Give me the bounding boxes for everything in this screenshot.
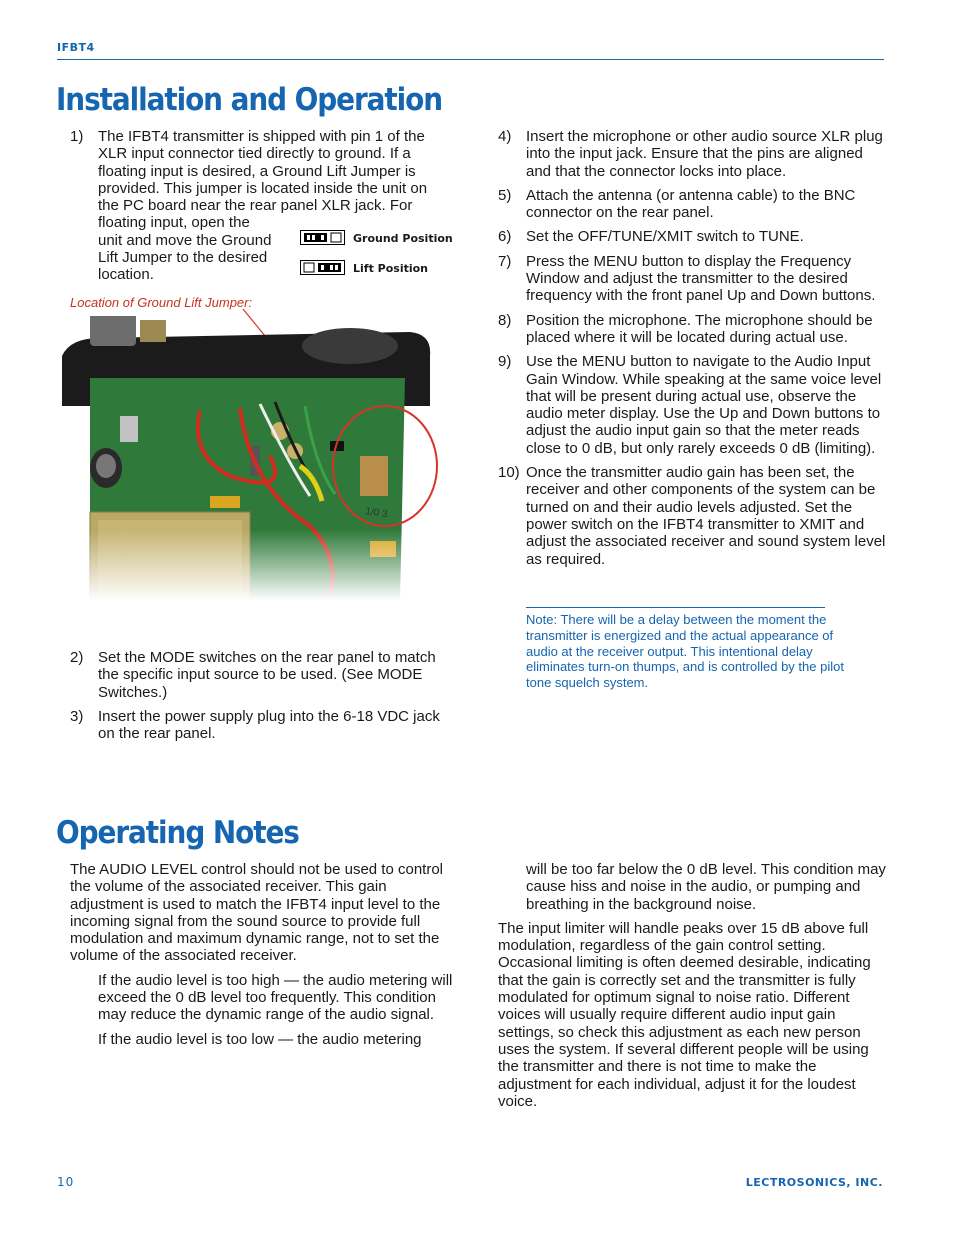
- step-text: Position the microphone. The microphone should be placed where it will be located during actual use.: [526, 311, 873, 346]
- step-2: [70, 649, 460, 701]
- step-text: Set the MODE switches on the rear panel to match the specific input source to be used. (See MODE Switches.): [98, 649, 436, 701]
- step-3: [70, 708, 460, 743]
- step-text: Set the OFF/TUNE/XMIT switch to TUNE.: [526, 228, 804, 246]
- paragraph-too-low-continued: will be too far below the 0 dB level. This condition may cause hiss and noise in the audio, or pumping and breathing in the background noise.: [526, 861, 886, 913]
- step-8: [498, 312, 888, 347]
- step-1-line: unit and move the Ground: [98, 231, 272, 249]
- step-number: 2): [70, 649, 84, 666]
- step-number: 8): [498, 311, 512, 329]
- step-text: Press the MENU button to display the Frequency Window and adjust the transmitter to the desired frequency with the front panel Up and Down buttons.: [526, 252, 876, 305]
- step-1-line: floating input is desired, a Ground Lift Jumper is: [98, 162, 416, 180]
- photo-caption: Location of Ground Lift Jumper:: [70, 295, 253, 310]
- step-7: [498, 253, 888, 305]
- brand-name: LECTROSONICS, INC.: [745, 1176, 883, 1189]
- step-text: Insert the microphone or other audio source XLR plug into the input jack. Ensure that the pins are aligned and that the connector locks into place.: [526, 128, 883, 180]
- step-number: 9): [498, 353, 512, 371]
- step-number: 5): [498, 186, 512, 204]
- step-number: 10): [498, 464, 520, 482]
- step-number: 6): [498, 228, 512, 246]
- step-5: [498, 187, 888, 222]
- pcb-photo: [60, 316, 445, 601]
- step-text: Once the transmitter audio gain has been set, the receiver and other components of the system can be turned on and their audio levels adjusted. Set the power switch on the IFBT4 transmitter to XMIT and adjust the associated receiver and sound system level as required.: [526, 464, 886, 568]
- step-1-line: the PC board near the rear panel XLR jack. For: [98, 197, 413, 215]
- steps-right: [498, 128, 888, 575]
- paragraph: The AUDIO LEVEL control should not be used to control the volume of the associated receiver. This gain adjustment is used to match the IFBT4 input level to the incoming signal from the sound source to provide full modulation and maximum dynamic range, not to set the volume of the associated receiver.: [70, 861, 443, 965]
- page-number: 10: [57, 1175, 75, 1189]
- paragraph-too-low: If the audio level is too low — the audio metering: [98, 1030, 422, 1048]
- step-1-line: location.: [98, 266, 154, 284]
- operating-notes-right: [498, 861, 886, 1117]
- step-1-line: provided. This jumper is located inside the unit on: [98, 179, 428, 197]
- legend-lift-label: Lift Position: [353, 261, 429, 275]
- step-4: [498, 128, 888, 180]
- step-number: 3): [70, 707, 84, 725]
- step-text: Use the MENU button to navigate to the Audio Input Gain Window. While speaking at the same voice level that will be present during actual use, observe the audio meter display. Use the Up and Down buttons to adjust the audio input gain so that the meter reads close to 0 dB, but only rarely exceeds 0 dB (limiting).: [526, 353, 882, 457]
- paragraph-limiter: The input limiter will handle peaks over 15 dB above full modulation, regardless of the gain control setting. Occasional limiting is often deemed desirable, indicating that the gain is correctly set and the transmitter is fully modulated for optimum signal to noise ratio. Different voices will usually require different audio input gain settings, so check this adjustment as each new person uses the system. If several different people will be using the transmitter and there is not time to make the adjustment for each individual, adjust it for the loudest voice.: [498, 919, 871, 1110]
- step-number: 7): [498, 252, 512, 270]
- steps-left: [70, 649, 460, 749]
- step-text: Attach the antenna (or antenna cable) to the BNC connector on the rear panel.: [526, 186, 856, 222]
- step-number: 4): [498, 128, 512, 145]
- paragraph-too-high: If the audio level is too high — the audio metering will exceed the 0 dB level too frequently. This condition may reduce the dynamic range of the audio signal.: [98, 971, 453, 1024]
- step-number: 1): [70, 128, 84, 145]
- step-6: [498, 228, 888, 245]
- step-1-line: floating input, open the: [98, 214, 250, 232]
- step-1-line: XLR input connector tied directly to ground. If a: [98, 145, 411, 163]
- step-1-line: Lift Jumper to the desired: [98, 249, 268, 267]
- section-title-operating-notes: Operating Notes: [56, 815, 299, 851]
- step-1-line: The IFBT4 transmitter is shipped with pin 1 of the: [98, 128, 425, 145]
- operating-notes-left: [70, 861, 458, 1055]
- step-10: [498, 464, 888, 568]
- step-9: [498, 353, 888, 457]
- step-text: Insert the power supply plug into the 6-18 VDC jack on the rear panel.: [98, 707, 440, 743]
- document-model-label: IFBT4: [57, 41, 95, 54]
- section-title-installation: Installation and Operation: [56, 82, 443, 118]
- legend-ground-label: Ground Position: [353, 231, 453, 245]
- note-rule: [526, 607, 825, 608]
- delay-note: Note: There will be a delay between the moment the transmitter is energized and the actual appearance of audio at the receiver output. This intentional delay eliminates turn-on thumps, and is controlled by the pilot tone squelch system.: [526, 612, 844, 691]
